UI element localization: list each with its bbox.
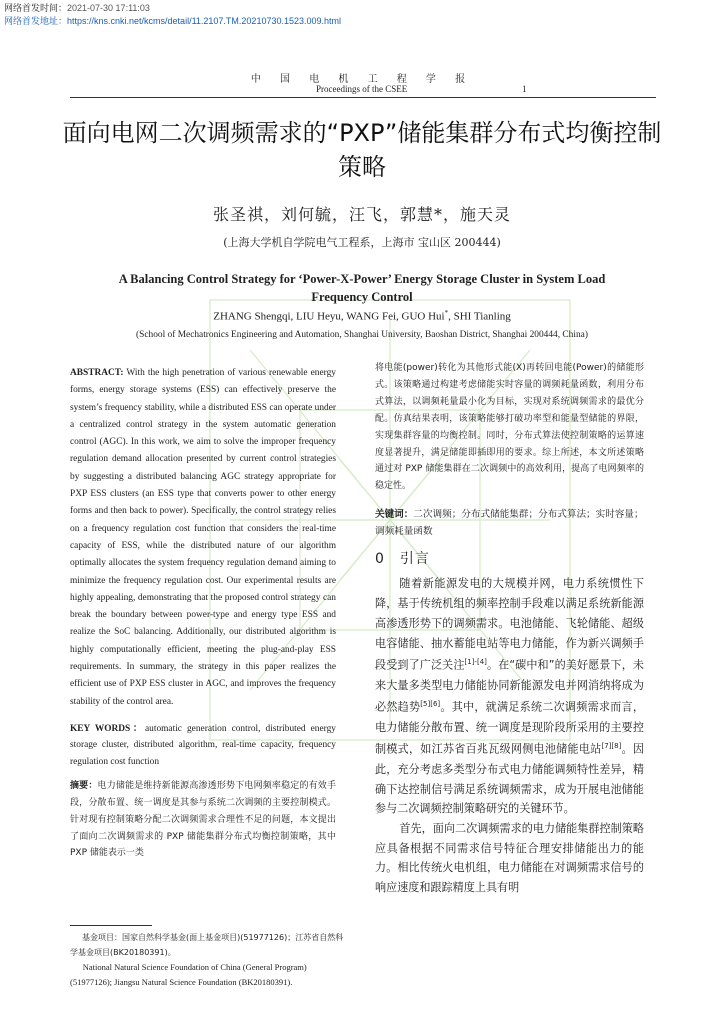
- footnote-rule: [70, 925, 152, 926]
- left-column: [70, 365, 336, 862]
- abstract-en-label: ABSTRACT:: [70, 368, 124, 378]
- abstract-en-text: With the high penetration of various renewable energy forms, energy storage systems (ESS) can effectively preserve the system’s frequency stability, while a distributed ESS can operate under a centralized control strategy in the system automatic generation control (AGC). In this work, we aim to solve the improper frequency regulation demand allocation presented by current control strategies by suggesting a distributed balancing AGC strategy appropriate for PXP ESS clusters (an ESS type that converts power to other energy forms and then back to power). Specifically, the control strategy relies on a frequency regulation cost function that considers the real-time capacity of ESS, while the distributed nature of our algorithm optimally allocates the system frequency regulation demand aiming to minimize the frequency regulation cost. Our experimental results are highly appealing, demonstrating that the proposed control strategy can break the boundary between power-type and energy type ESS and realize the SoC balancing. Additionally, our distributed algorithm is highly computationally efficient, meeting the plug-and-play ESS requirements. In summary, the strategy in this paper realizes the efficient use of PXP ESS cluster in AGC, and improves the frequency stability of the control area.: [70, 368, 336, 707]
- pub-time: 2021-07-30 17:11:03: [67, 3, 150, 13]
- pub-url-label: 网络首发地址：: [4, 16, 68, 26]
- keywords-en-text: automatic generation control, distributed energy storage cluster, distributed algorithm, real-time capacity, frequency regulation cost function: [70, 723, 336, 767]
- keywords-cn-label: 关键词：: [375, 509, 414, 521]
- affiliation-en: (School of Mechatronics Engineering and Automation, Shanghai University, Baoshan District, Shanghai 200444, China): [136, 330, 588, 340]
- citation-1-4[interactable]: [1]-[4]: [464, 658, 487, 667]
- intro-paragraph-2: 首先，面向二次调频需求的电力储能集群控制策略应具备根据不同需求信号特征合理安排储能出力的能力。相比传统火电机组，电力储能在对调频需求信号的响应速度和跟踪精度上具有明: [375, 821, 644, 895]
- intro-p1-a: 随着新能源发电的大规模并网，电力系统惯性下降，基于传统机组的频率控制手段难以满足系统新能源高渗透形势下的调频需求。电池储能、飞轮储能、超级电容储能、抽水蓄能电站等电力储能，作为新兴调频手段受到了广泛关注: [375, 577, 644, 672]
- footnote-en: National Natural Science Foundation of China (General Program) (51977126); Jiangsu Natural Science Foundation (BK20180391).: [70, 962, 307, 987]
- paper-title-cn: 面向电网二次调频需求的“PXP”储能集群分布式均衡控制策略: [62, 119, 662, 181]
- abstract-cn-part2: 将电能(power)转化为其他形式能(X)再转回电能(Power)的储能形式。该策略通过构建考虑储能实时容量的调频耗量函数，利用分布式算法，以调频耗量最小化为目标，实现对系统调频需求的最优分配。仿真结果表明，该策略能够打破功率型和能量型储能的界限，实现集群容量的均衡控制。同时，分布式算法使控制策略的运算速度显著提升，满足储能即插即用的要求。综上所述，本文所述策略通过对 PXP 储能集群在二次调频中的高效利用，提高了电网频率的稳定性。: [375, 363, 644, 492]
- authors-cn: 张圣祺，刘何毓，汪飞，郭慧*，施天灵: [212, 205, 511, 224]
- keywords-cn-text: 二次调频；分布式储能集群；分布式算法；实时容量；调频耗量函数: [375, 509, 644, 537]
- abstract-cn-label: 摘要：: [70, 780, 98, 791]
- pub-time-label: 网络首发时间：: [4, 3, 68, 13]
- intro-paragraph-1: [375, 574, 644, 819]
- keywords-en-label: KEY WORDS：: [70, 723, 145, 734]
- pub-url-link[interactable]: https://kns.cnki.net/kcms/detail/11.2107.TM.20210730.1523.009.html: [67, 16, 342, 26]
- keywords-en: [70, 721, 336, 770]
- journal-name-cn: 中 国 电 机 工 程 学 报: [250, 74, 474, 85]
- authors-en: ZHANG Shengqi, LIU Heyu, WANG Fei, GUO Hui: [213, 310, 445, 323]
- abstract-cn-text-left: 电力储能是维持新能源高渗透形势下电网频率稳定的有效手段，分散布置、统一调度是其参与系统二次调频的主要控制模式。针对现有控制策略分配二次调频需求合理性不足的问题，本文提出了面向二次调频需求的 PXP 储能集群分布式均衡控制策略，其中 PXP 储能表示一类: [70, 780, 336, 859]
- funding-footnote: [70, 930, 344, 990]
- paper-title-en: A Balancing Control Strategy for ‘Power-X-Power’ Energy Storage Cluster in System Load Frequency Control: [118, 272, 606, 304]
- corresponding-mark: *: [444, 309, 449, 317]
- intro-p1-c: 。其中，就满足系统二次调频需求而言，电力储能分散布置、统一调度是现阶段所采用的主要控制模式，如江苏省百兆瓦级网侧电池储能电站: [375, 701, 644, 757]
- authors-en-line: [0, 309, 724, 323]
- citation-5-6[interactable]: [5][6]: [420, 700, 441, 709]
- pub-url-line[interactable]: [4, 15, 341, 28]
- affiliation-cn: (上海大学机自学院电气工程系，上海市 宝山区 200444): [223, 236, 501, 249]
- keywords-cn: [375, 507, 644, 540]
- footnote-cn: 基金项目：国家自然科学基金(面上基金项目)(51977126)；江苏省自然科学基金项目(BK20180391)。: [70, 933, 344, 957]
- pub-time-line: [4, 2, 150, 15]
- intro-p1-d: 。因此，充分考虑多类型分布式电力储能调频特性差异，精确下达控制信号满足系统调频需求，成为开展电池储能参与二次调频控制策略研究的关键环节。: [375, 743, 644, 816]
- section-title-introduction: 0 引言: [375, 551, 430, 568]
- header-rule: [70, 97, 656, 98]
- right-column: [375, 360, 644, 898]
- journal-name-en: Proceedings of the CSEE: [316, 84, 408, 94]
- intro-p1-b: 。在“碳中和”的美好愿景下，未来大量多类型电力储能协同新能源发电并网消纳将成为必然趋势: [375, 658, 644, 715]
- abstract-en: [70, 365, 336, 711]
- authors-en-tail: , SHI Tianling: [448, 310, 511, 323]
- page-number: 1: [522, 84, 527, 94]
- citation-7-8[interactable]: [7][8]: [601, 742, 622, 751]
- abstract-cn-part1: [70, 778, 336, 863]
